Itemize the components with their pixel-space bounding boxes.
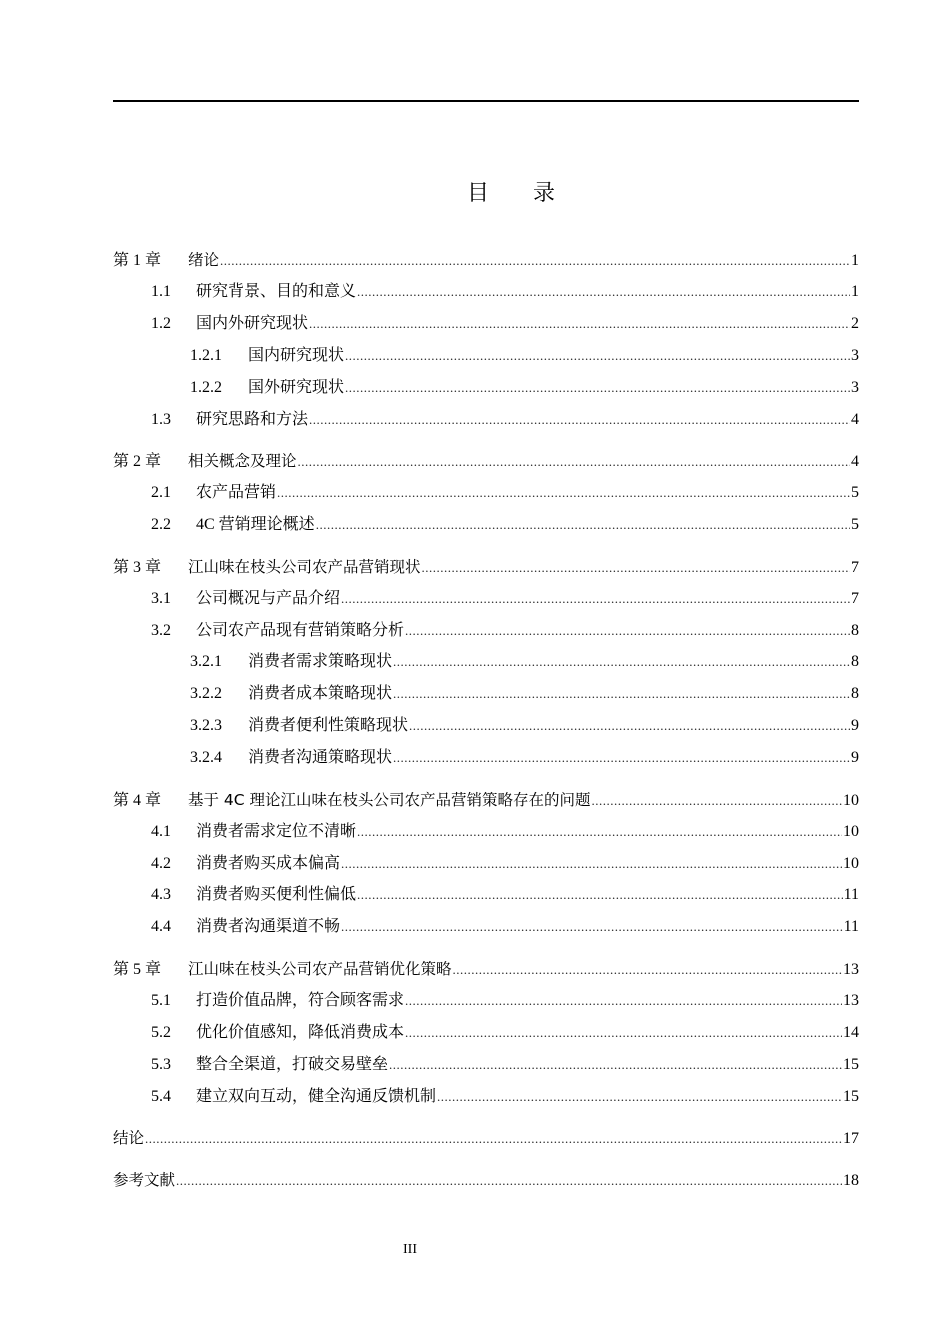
toc-entry-label bbox=[151, 1081, 436, 1113]
toc-entry[interactable] bbox=[113, 509, 859, 541]
toc-entry-page: 8 bbox=[851, 653, 859, 670]
toc-entry-title: 结论 bbox=[113, 1129, 145, 1147]
toc-entry[interactable] bbox=[113, 742, 859, 774]
toc-entry-label bbox=[151, 583, 340, 615]
toc-entry-title: 国内外研究现状 bbox=[196, 315, 309, 332]
dot-leader bbox=[357, 879, 843, 911]
toc-entry-label bbox=[151, 477, 276, 509]
toc-entry-number: 4.1 bbox=[151, 823, 171, 840]
toc-entry[interactable] bbox=[113, 477, 859, 509]
toc-entry[interactable] bbox=[113, 244, 859, 276]
dot-leader bbox=[393, 646, 850, 678]
toc-entry-title: 建立双向互动，健全沟通反馈机制 bbox=[196, 1088, 437, 1105]
dot-leader bbox=[405, 615, 850, 647]
toc-entry[interactable] bbox=[113, 879, 859, 911]
toc-entry-page: 10 bbox=[843, 792, 859, 809]
title-char-1: 目 bbox=[466, 181, 489, 206]
toc-entry-title: 江山味在枝头公司农产品营销现状 bbox=[188, 558, 421, 576]
toc-entry-title: 消费者成本策略现状 bbox=[248, 685, 393, 702]
toc-entry[interactable] bbox=[113, 678, 859, 710]
toc-entry-page: 7 bbox=[851, 590, 859, 607]
toc-entry-title: 消费者需求定位不清晰 bbox=[196, 823, 357, 840]
toc-entry[interactable] bbox=[113, 953, 859, 985]
toc-entry[interactable] bbox=[113, 1164, 859, 1196]
toc-entry-label bbox=[151, 1017, 404, 1049]
toc-entry-title: 研究背景、目的和意义 bbox=[196, 283, 357, 300]
toc-entry-label bbox=[113, 445, 297, 478]
toc-entry-label bbox=[151, 911, 340, 943]
toc-entry-title: 消费者沟通策略现状 bbox=[248, 749, 393, 766]
toc-entry-title: 优化价值感知，降低消费成本 bbox=[196, 1024, 405, 1041]
toc-entry-number: 1.2.2 bbox=[190, 379, 222, 396]
toc-entry[interactable] bbox=[113, 1081, 859, 1113]
toc-entry-number: 4.2 bbox=[151, 855, 171, 872]
toc-entry-label bbox=[190, 646, 392, 678]
dot-leader bbox=[393, 678, 850, 710]
dot-leader bbox=[341, 583, 850, 615]
toc-entry-page: 9 bbox=[851, 717, 859, 734]
toc-entry[interactable] bbox=[113, 646, 859, 678]
toc-entry-page: 10 bbox=[843, 855, 859, 872]
toc-entry-page: 2 bbox=[851, 315, 859, 332]
toc-entry-page: 5 bbox=[851, 516, 859, 533]
toc-entry[interactable] bbox=[113, 340, 859, 372]
toc-entry-label bbox=[151, 615, 404, 647]
toc-entry-label bbox=[151, 276, 356, 308]
toc-entry-title: 基于 4C 理论江山味在枝头公司农产品营销策略存在的问题 bbox=[188, 791, 591, 809]
title-char-2: 录 bbox=[533, 181, 556, 206]
toc-entry-number: 第 5 章 bbox=[113, 961, 162, 978]
dot-leader bbox=[405, 1017, 842, 1049]
toc-entry-number: 1.1 bbox=[151, 283, 171, 300]
toc-entry-number: 4.4 bbox=[151, 918, 171, 935]
toc-entry[interactable] bbox=[113, 372, 859, 404]
toc-entry-label bbox=[151, 879, 356, 911]
toc-entry-label bbox=[151, 308, 308, 340]
toc-entry[interactable] bbox=[113, 583, 859, 615]
toc-entry-number: 第 3 章 bbox=[113, 559, 162, 576]
dot-leader bbox=[298, 446, 850, 478]
toc-entry-number: 3.2 bbox=[151, 622, 171, 639]
toc-entry-title: 消费者便利性策略现状 bbox=[248, 717, 409, 734]
toc-entry[interactable] bbox=[113, 848, 859, 880]
toc-entry-page: 17 bbox=[843, 1130, 859, 1147]
toc-entry-label bbox=[113, 1164, 175, 1196]
toc-entry[interactable] bbox=[113, 1049, 859, 1081]
page-number-footer: III bbox=[403, 1242, 417, 1257]
dot-leader bbox=[309, 404, 850, 436]
toc-entry-page: 15 bbox=[843, 1088, 859, 1105]
toc-entry-number: 1.2.1 bbox=[190, 347, 222, 364]
toc-entry-label bbox=[113, 244, 219, 277]
dot-leader bbox=[345, 372, 850, 404]
toc-entry-label bbox=[151, 509, 315, 541]
toc-entry-title: 江山味在枝头公司农产品营销优化策略 bbox=[188, 960, 452, 978]
toc-entry-label bbox=[190, 340, 344, 372]
toc-entry-title: 国外研究现状 bbox=[248, 379, 345, 396]
toc-entry-page: 11 bbox=[843, 886, 859, 903]
toc-entry-number: 3.2.2 bbox=[190, 685, 222, 702]
toc-entry-title: 消费者需求策略现状 bbox=[248, 653, 393, 670]
toc-entry[interactable] bbox=[113, 404, 859, 436]
toc-entry-number: 2.2 bbox=[151, 516, 171, 533]
toc-entry-label bbox=[151, 816, 356, 848]
toc-entry-number: 5.4 bbox=[151, 1088, 171, 1105]
toc-entry-page: 3 bbox=[851, 347, 859, 364]
toc-entry-number: 3.2.1 bbox=[190, 653, 222, 670]
toc-entry-title: 4C 营销理论概述 bbox=[196, 516, 315, 533]
toc-entry[interactable] bbox=[113, 1122, 859, 1154]
toc-entry-label bbox=[190, 678, 392, 710]
toc-entry-page: 9 bbox=[851, 749, 859, 766]
dot-leader bbox=[341, 911, 843, 943]
toc-entry-page: 14 bbox=[843, 1024, 859, 1041]
dot-leader bbox=[389, 1049, 842, 1081]
toc-entry-title: 公司概况与产品介绍 bbox=[196, 590, 341, 607]
toc-entry-label bbox=[113, 784, 591, 817]
dot-leader bbox=[316, 509, 850, 541]
toc-entry-title: 研究思路和方法 bbox=[196, 411, 309, 428]
toc-entry[interactable] bbox=[113, 784, 859, 816]
toc-entry[interactable] bbox=[113, 308, 859, 340]
toc-entry[interactable] bbox=[113, 816, 859, 848]
toc-entry-number: 3.1 bbox=[151, 590, 171, 607]
toc-entry-label bbox=[151, 404, 308, 436]
toc-entry-title: 参考文献 bbox=[113, 1171, 176, 1189]
toc-entry-page: 5 bbox=[851, 484, 859, 501]
toc-entry-page: 11 bbox=[843, 918, 859, 935]
toc-entry[interactable] bbox=[113, 710, 859, 742]
toc-entry-number: 第 2 章 bbox=[113, 453, 162, 470]
toc-entry[interactable] bbox=[113, 276, 859, 308]
toc-entry-page: 18 bbox=[843, 1172, 859, 1189]
toc-entry-page: 15 bbox=[843, 1056, 859, 1073]
toc-entry-title: 农产品营销 bbox=[196, 484, 277, 501]
toc-entry-number: 3.2.3 bbox=[190, 717, 222, 734]
toc-entry-title: 打造价值品牌，符合顾客需求 bbox=[196, 992, 405, 1009]
toc-entry-page: 8 bbox=[851, 622, 859, 639]
toc-entry-number: 5.1 bbox=[151, 992, 171, 1009]
toc-entry-page: 13 bbox=[843, 992, 859, 1009]
dot-leader bbox=[393, 742, 850, 774]
toc-entry-label bbox=[190, 742, 392, 774]
dot-leader bbox=[345, 340, 850, 372]
toc-entry-number: 1.3 bbox=[151, 411, 171, 428]
toc-entry-title: 消费者购买成本偏高 bbox=[196, 855, 341, 872]
toc-entry[interactable] bbox=[113, 1017, 859, 1049]
toc-entry-title: 整合全渠道，打破交易壁垒 bbox=[196, 1056, 389, 1073]
toc-entry-label bbox=[151, 1049, 388, 1081]
toc-entry[interactable] bbox=[113, 615, 859, 647]
toc-entry-label bbox=[113, 953, 452, 986]
dot-leader bbox=[309, 308, 850, 340]
toc-entry[interactable] bbox=[113, 985, 859, 1017]
toc-entry[interactable] bbox=[113, 911, 859, 943]
dot-leader bbox=[220, 245, 850, 277]
toc-entry-number: 1.2 bbox=[151, 315, 171, 332]
toc-entry-number: 第 1 章 bbox=[113, 252, 162, 269]
toc-entry-label bbox=[113, 551, 421, 584]
dot-leader bbox=[592, 785, 842, 817]
page-title bbox=[113, 178, 859, 210]
toc-entry-number: 5.3 bbox=[151, 1056, 171, 1073]
toc-entry-title: 相关概念及理论 bbox=[188, 452, 297, 470]
dot-leader bbox=[405, 985, 842, 1017]
dot-leader bbox=[277, 477, 850, 509]
dot-leader bbox=[422, 552, 850, 584]
toc-entry-page: 13 bbox=[843, 961, 859, 978]
toc-entry-number: 第 4 章 bbox=[113, 792, 162, 809]
toc-entry-title: 公司农产品现有营销策略分析 bbox=[196, 622, 405, 639]
toc-entry-page: 10 bbox=[843, 823, 859, 840]
dot-leader bbox=[409, 710, 850, 742]
toc-entry-number: 5.2 bbox=[151, 1024, 171, 1041]
toc-entry-page: 4 bbox=[851, 411, 859, 428]
toc-entry-title: 消费者购买便利性偏低 bbox=[196, 886, 357, 903]
header-rule bbox=[113, 100, 859, 102]
toc-entry[interactable] bbox=[113, 551, 859, 583]
toc-entry-label bbox=[190, 372, 344, 404]
toc-entry-number: 2.1 bbox=[151, 484, 171, 501]
dot-leader bbox=[145, 1123, 842, 1155]
toc-entry-number: 3.2.4 bbox=[190, 749, 222, 766]
toc-entry-label bbox=[113, 1122, 144, 1154]
toc-entry-page: 7 bbox=[851, 559, 859, 576]
dot-leader bbox=[341, 848, 842, 880]
toc-entry-page: 8 bbox=[851, 685, 859, 702]
dot-leader bbox=[176, 1165, 842, 1197]
dot-leader bbox=[437, 1081, 842, 1113]
toc-entry-label bbox=[151, 985, 404, 1017]
toc-entry-label bbox=[151, 848, 340, 880]
toc-entry-label bbox=[190, 710, 408, 742]
toc-entry-page: 1 bbox=[851, 252, 859, 269]
toc-entry-page: 3 bbox=[851, 379, 859, 396]
toc-entry-title: 消费者沟通渠道不畅 bbox=[196, 918, 341, 935]
toc-entry-title: 国内研究现状 bbox=[248, 347, 345, 364]
dot-leader bbox=[357, 816, 842, 848]
dot-leader bbox=[453, 954, 842, 986]
toc-entry-title: 绪论 bbox=[188, 251, 220, 269]
toc-entry-page: 1 bbox=[851, 283, 859, 300]
toc-entry-page: 4 bbox=[851, 453, 859, 470]
toc-entry[interactable] bbox=[113, 445, 859, 477]
dot-leader bbox=[357, 276, 850, 308]
toc-entry-number: 4.3 bbox=[151, 886, 171, 903]
